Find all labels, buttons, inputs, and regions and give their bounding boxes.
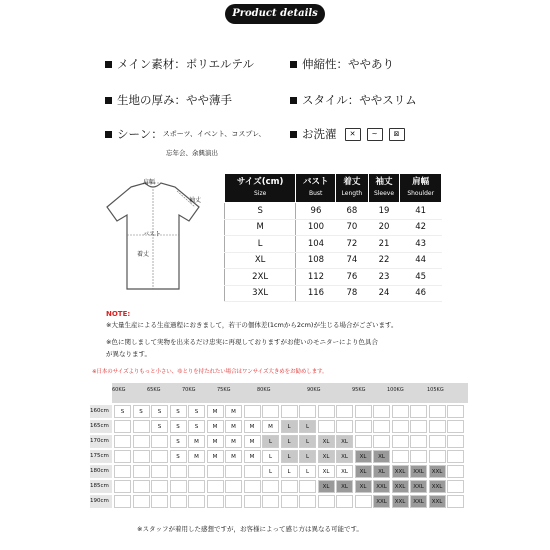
size-chart-row [90, 405, 470, 418]
size-chart-cell [170, 480, 187, 493]
size-advice: ※日本のサイズよりもっと小さい、ゆとりを持たれたい場合はワンサイズ大きめをお勧めします。 [92, 369, 328, 375]
spec-wash-text: お洗濯 [302, 127, 337, 141]
spec-thickness [105, 93, 232, 107]
footer-note: ※スタッフが着用した感想ですが，お客様によって感じ方は異なる可能です。 [137, 525, 363, 533]
size-chart-cell: L [299, 435, 316, 448]
size-chart-cell: M [207, 405, 224, 418]
size-chart-cell [392, 405, 409, 418]
size-chart-cell: XXL [429, 465, 446, 478]
size-chart-cell [281, 480, 298, 493]
size-chart-cell [133, 495, 150, 508]
size-chart-cell [392, 450, 409, 463]
measurement-cell: XL [225, 252, 296, 269]
size-chart-cell [281, 405, 298, 418]
size-chart-cell [244, 405, 261, 418]
size-chart-cell [244, 480, 261, 493]
height-label: 160cm [90, 405, 112, 418]
size-chart-cell: L [262, 435, 279, 448]
size-chart-cell [188, 465, 205, 478]
measurement-cell: 112 [296, 269, 336, 286]
product-details-banner: Product details [225, 4, 325, 24]
bullet-icon [105, 97, 112, 104]
measurement-row [225, 203, 442, 220]
size-chart-cell [188, 480, 205, 493]
measurement-row [225, 252, 442, 269]
measurement-table [224, 173, 442, 302]
header-en: Sleeve [373, 190, 395, 197]
size-chart-cell [447, 405, 464, 418]
size-chart-cell [151, 480, 168, 493]
measurement-cell: 22 [368, 252, 400, 269]
wash-icons [345, 128, 405, 141]
measurement-cell: 74 [336, 252, 369, 269]
size-chart-cell [355, 435, 372, 448]
size-chart-cell [299, 495, 316, 508]
bust-label: バスト [143, 231, 162, 238]
header-en: Size [253, 190, 267, 197]
measurement-row [225, 236, 442, 253]
size-chart-cell [447, 420, 464, 433]
size-chart-cell [225, 480, 242, 493]
height-label: 190cm [90, 495, 112, 508]
size-chart-cell: M [225, 420, 242, 433]
size-chart-cell: S [151, 420, 168, 433]
size-chart-cell: XL [355, 480, 372, 493]
bullet-icon [290, 97, 297, 104]
measurement-header [225, 174, 296, 203]
weight-label: 105KG [427, 387, 444, 393]
spec-stretch-text: 伸縮性：ややあり [302, 57, 394, 71]
measurement-cell: 41 [400, 203, 442, 220]
hand-wash-icon: ~ [367, 128, 383, 141]
measurement-cell: S [225, 203, 296, 220]
size-chart-cell [429, 405, 446, 418]
weight-label: 65KG [147, 387, 161, 393]
size-chart-cell [262, 405, 279, 418]
size-chart-cell [207, 495, 224, 508]
size-chart-cell: XL [373, 465, 390, 478]
size-chart-cell [373, 405, 390, 418]
note-label: NOTE: [106, 310, 131, 318]
measurement-cell: 24 [368, 285, 400, 302]
measurement-cell: L [225, 236, 296, 253]
measurement-header [296, 174, 336, 203]
size-chart-cell: XL [336, 450, 353, 463]
measurement-cell: 43 [400, 236, 442, 253]
weight-label: 95KG [352, 387, 366, 393]
spec-thickness-text: 生地の厚み：やや薄手 [117, 93, 232, 107]
size-chart-cell: S [114, 405, 131, 418]
measurement-cell: 3XL [225, 285, 296, 302]
size-chart-cell: XXL [392, 495, 409, 508]
size-chart-row [90, 495, 470, 508]
size-chart-cell [299, 405, 316, 418]
spec-style [290, 93, 417, 107]
measurement-cell: 19 [368, 203, 400, 220]
sleeve-label: 袖丈 [189, 197, 202, 204]
size-chart-cell: L [299, 465, 316, 478]
measurement-cell: 76 [336, 269, 369, 286]
size-chart-cell [133, 465, 150, 478]
header-jp: 肩幅 [412, 177, 430, 187]
weight-label: 100KG [387, 387, 404, 393]
spec-scene [105, 127, 266, 141]
spec-scene-label: シーン： [117, 127, 163, 141]
size-chart-cell: S [170, 420, 187, 433]
size-chart-cell [447, 435, 464, 448]
size-chart-cell: M [262, 420, 279, 433]
measurement-cell: 20 [368, 219, 400, 236]
size-chart-cell [410, 405, 427, 418]
spec-wash [290, 127, 405, 141]
size-chart-cell [207, 465, 224, 478]
size-chart-cell [244, 495, 261, 508]
size-chart-row [90, 435, 470, 448]
spec-material-text: メイン素材：ポリエルテル [117, 57, 254, 71]
measurement-cell: 68 [336, 203, 369, 220]
header-jp: 袖丈 [375, 177, 393, 187]
size-chart-cell: XL [336, 465, 353, 478]
size-chart-cell: M [244, 435, 261, 448]
size-chart-cell: M [244, 450, 261, 463]
spec-material [105, 57, 254, 71]
measurement-cell: 23 [368, 269, 400, 286]
header-jp: サイズ(cm) [236, 177, 284, 187]
height-label: 185cm [90, 480, 112, 493]
size-chart-cell: L [262, 465, 279, 478]
length-label: 着丈 [137, 251, 150, 258]
measurement-cell: 70 [336, 219, 369, 236]
size-chart-cell: XL [336, 435, 353, 448]
size-chart-cell [262, 495, 279, 508]
size-chart-cell: S [133, 405, 150, 418]
size-chart-cell [392, 435, 409, 448]
size-chart-cell [318, 405, 335, 418]
height-label: 175cm [90, 450, 112, 463]
size-chart-cell [114, 420, 131, 433]
size-chart-cell [133, 450, 150, 463]
size-chart-cell [336, 405, 353, 418]
size-chart-cell: L [281, 435, 298, 448]
size-chart-cell: XL [355, 450, 372, 463]
size-chart-cell: XXL [429, 495, 446, 508]
size-chart-cell [447, 480, 464, 493]
size-chart-cell: L [262, 450, 279, 463]
shoulder-label: 肩幅 [143, 179, 156, 186]
size-chart-cell: XXL [373, 480, 390, 493]
size-chart-cell: XL [336, 480, 353, 493]
weight-label: 70KG [182, 387, 196, 393]
size-chart-cell: M [225, 450, 242, 463]
measurement-cell: 46 [400, 285, 442, 302]
height-label: 170cm [90, 435, 112, 448]
size-chart-row [90, 420, 470, 433]
no-bleach-icon: ✕ [345, 128, 361, 141]
size-chart-cell [373, 435, 390, 448]
size-chart-cell: XXL [373, 495, 390, 508]
height-label: 180cm [90, 465, 112, 478]
size-chart-cell: S [170, 450, 187, 463]
size-chart-cell: XL [318, 435, 335, 448]
size-chart-cell [225, 465, 242, 478]
size-chart-row [90, 465, 470, 478]
size-chart-cell [114, 450, 131, 463]
size-chart-cell: XL [318, 450, 335, 463]
size-chart-cell: S [170, 435, 187, 448]
size-chart-row [90, 450, 470, 463]
size-chart-cell: M [207, 450, 224, 463]
size-chart-cell [447, 450, 464, 463]
size-chart-cell: XL [355, 465, 372, 478]
spec-style-text: スタイル：ややスリム [302, 93, 417, 107]
size-chart-cell [151, 435, 168, 448]
size-chart-cell [429, 435, 446, 448]
size-chart-cell [114, 495, 131, 508]
size-chart-cell: L [299, 450, 316, 463]
weight-header [112, 383, 468, 403]
bullet-icon [290, 61, 297, 68]
spec-scene-line2: 忘年会、余興演出 [166, 149, 218, 157]
size-chart-cell [410, 420, 427, 433]
measurement-row [225, 285, 442, 302]
size-chart-cell: XXL [392, 465, 409, 478]
size-chart-cell [114, 465, 131, 478]
size-chart-cell [336, 495, 353, 508]
measurement-cell: 100 [296, 219, 336, 236]
size-chart-cell [299, 480, 316, 493]
measurement-header [368, 174, 400, 203]
size-chart-cell [151, 495, 168, 508]
size-chart-cell: L [281, 420, 298, 433]
header-jp: 着丈 [343, 177, 361, 187]
size-chart-cell: M [225, 405, 242, 418]
size-chart-cell: M [207, 420, 224, 433]
size-chart-cell: XXL [410, 465, 427, 478]
size-chart-cell [207, 480, 224, 493]
header-en: Bust [308, 190, 323, 197]
header-en: Length [341, 190, 363, 197]
measurement-cell: 108 [296, 252, 336, 269]
note-line-2: ※色に関しまして実物を出来るだけ忠実に再現しておりますがお使いのモニターにより色具合 [106, 338, 378, 346]
size-chart-cell [392, 420, 409, 433]
measurement-cell: 72 [336, 236, 369, 253]
size-chart-cell [133, 480, 150, 493]
size-chart-cell: M [188, 435, 205, 448]
height-label: 165cm [90, 420, 112, 433]
weight-label: 80KG [257, 387, 271, 393]
size-chart-cell [151, 450, 168, 463]
header-en: Shoulder [407, 190, 435, 197]
size-chart-cell: XL [373, 450, 390, 463]
measurement-header [336, 174, 369, 203]
size-chart-cell [133, 420, 150, 433]
size-chart-cell: L [299, 420, 316, 433]
measurement-cell: 116 [296, 285, 336, 302]
size-chart-cell [170, 465, 187, 478]
weight-label: 90KG [307, 387, 321, 393]
weight-label: 60KG [112, 387, 126, 393]
size-chart-cell [410, 450, 427, 463]
note-line-1: ※大量生産による生産過程におきまして，若干の個体差(1cmから2cm)が生じる場合がございます。 [106, 321, 398, 329]
measurement-cell: 96 [296, 203, 336, 220]
size-chart-cell: S [151, 405, 168, 418]
size-chart-cell: XXL [410, 480, 427, 493]
size-chart-cell [281, 495, 298, 508]
size-chart-cell [114, 480, 131, 493]
size-chart-cell [318, 495, 335, 508]
size-chart-cell: XL [318, 480, 335, 493]
measurement-cell: 104 [296, 236, 336, 253]
size-chart-cell [429, 450, 446, 463]
bullet-icon [105, 61, 112, 68]
size-chart-cell [170, 495, 187, 508]
size-chart-cell [447, 465, 464, 478]
size-chart-cell: S [188, 405, 205, 418]
measurement-cell: 45 [400, 269, 442, 286]
measurement-cell: 2XL [225, 269, 296, 286]
size-chart-cell: XXL [410, 495, 427, 508]
size-chart-cell: S [188, 420, 205, 433]
size-chart-cell [244, 465, 261, 478]
size-chart-cell [318, 420, 335, 433]
weight-label: 75KG [217, 387, 231, 393]
measurement-cell: 78 [336, 285, 369, 302]
spec-scene-text: スポーツ、イベント、コスプレ、 [162, 130, 266, 138]
measurement-cell: 44 [400, 252, 442, 269]
size-chart-cell [355, 405, 372, 418]
measurement-cell: M [225, 219, 296, 236]
size-chart-cell [225, 495, 242, 508]
measurement-cell: 21 [368, 236, 400, 253]
measurement-header [400, 174, 442, 203]
size-chart-cell [114, 435, 131, 448]
size-chart-cell: M [207, 435, 224, 448]
tshirt-diagram [93, 177, 213, 297]
measurement-row [225, 269, 442, 286]
size-chart-cell: L [281, 465, 298, 478]
size-chart-cell: L [281, 450, 298, 463]
bullet-icon [290, 131, 297, 138]
bullet-icon [105, 131, 112, 138]
size-chart-cell [355, 495, 372, 508]
size-chart-cell [133, 435, 150, 448]
size-chart-cell [188, 495, 205, 508]
size-chart-cell: XL [318, 465, 335, 478]
size-chart-row [90, 480, 470, 493]
size-chart-cell [373, 420, 390, 433]
size-chart-cell [355, 420, 372, 433]
note-line-3: が異なります。 [106, 350, 151, 358]
measurement-cell: 42 [400, 219, 442, 236]
size-chart-cell: M [244, 420, 261, 433]
size-chart-cell: XXL [392, 480, 409, 493]
measurement-row [225, 219, 442, 236]
size-chart-cell: S [170, 405, 187, 418]
size-chart-cell [447, 495, 464, 508]
no-tumble-dry-icon: ⊠ [389, 128, 405, 141]
size-chart-cell [429, 420, 446, 433]
header-jp: バスト [302, 177, 329, 187]
spec-stretch [290, 57, 394, 71]
size-chart-cell [262, 480, 279, 493]
size-chart-cell: XXL [429, 480, 446, 493]
size-chart-cell [151, 465, 168, 478]
size-chart-cell [410, 435, 427, 448]
size-chart-cell: M [188, 450, 205, 463]
size-chart-cell [336, 420, 353, 433]
size-chart-cell: M [225, 435, 242, 448]
